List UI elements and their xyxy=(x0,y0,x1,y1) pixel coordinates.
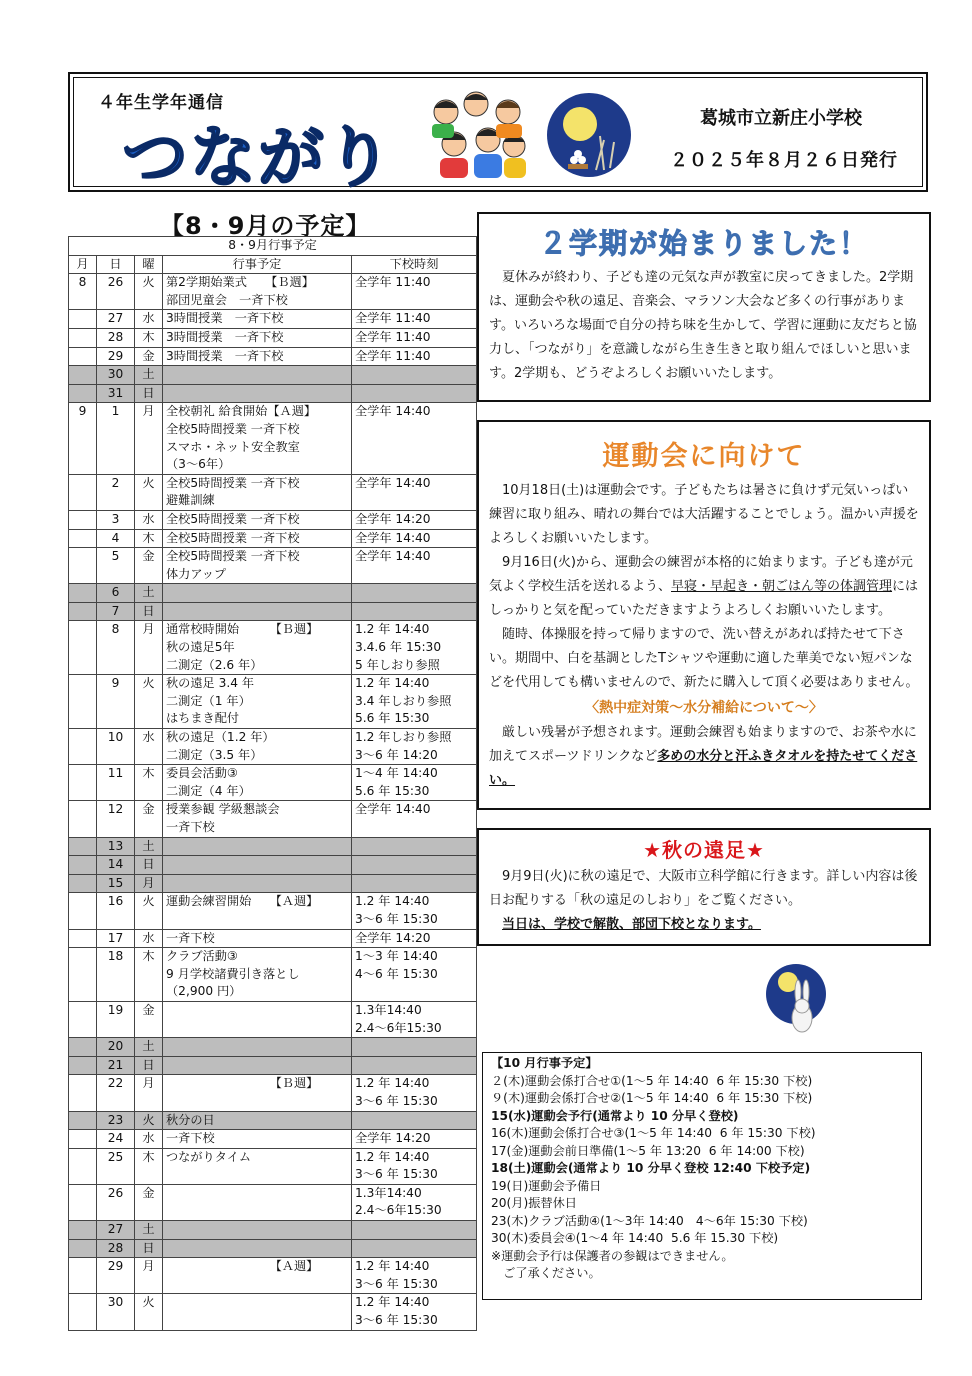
event-cell: 全校朝礼 給食開始【Ａ週】 全校5時間授業 一斉下校 スマホ・ネット安全教室 （3～6年） xyxy=(163,403,352,474)
dismissal-time-cell: 全学年 11:40 xyxy=(352,274,477,310)
dismissal-time-cell: 全学年 11:40 xyxy=(352,328,477,347)
weekday-cell: 火 xyxy=(135,1111,163,1130)
october-event-item: 23(木)クラブ活動④(1～3年 14:40 4～6年 15:30 下校) xyxy=(491,1213,808,1228)
day-cell: 2 xyxy=(97,474,135,510)
schedule-row xyxy=(69,874,477,893)
schedule-row xyxy=(69,1075,477,1111)
month-cell xyxy=(69,1038,97,1057)
month-cell xyxy=(69,621,97,675)
october-events-box xyxy=(482,1052,922,1300)
weekday-cell: 木 xyxy=(135,1148,163,1184)
october-event-item: ２(木)運動会係打合せ①(1～5 年 14:40 6 年 15:30 下校) xyxy=(491,1073,813,1088)
weekday-cell: 土 xyxy=(135,1221,163,1240)
schedule-column-header: 下校時刻 xyxy=(352,255,477,274)
dismissal-time-cell: 1.2 年 14:40 3.4.6 年 15:30 5 年しおり参照 xyxy=(352,621,477,675)
schedule-row xyxy=(69,1184,477,1220)
dismissal-time-cell: 全学年 14:40 xyxy=(352,529,477,548)
sports-day-p3: 随時、体操服を持って帰りますので、洗い替えがあれば持たせて下さい。期間中、白を基調としたTシャツや運動に適した華美でない短パンなどを代用しても構いませんので、新たに購入して頂く必要はありません。 xyxy=(489,627,919,690)
dismissal-time-cell: 1.2 年 14:40 3～6 年 15:30 xyxy=(352,1258,477,1294)
month-cell xyxy=(69,510,97,529)
october-event-item: 30(木)委員会④(1～4 年 14:40 5.6 年 15.30 下校) xyxy=(491,1231,779,1245)
event-cell: つながりタイム xyxy=(163,1148,352,1184)
weekday-cell: 水 xyxy=(135,729,163,765)
event-cell xyxy=(163,1294,352,1330)
school-name: 葛城市立新庄小学校 xyxy=(700,108,862,129)
october-event-item: 17(金)運動会前日準備(1～5 年 13:20 6 年 14:00 下校) xyxy=(491,1143,805,1158)
dismissal-time-cell: 1～3 年 14:40 4～6 年 15:30 xyxy=(352,948,477,1002)
event-cell xyxy=(163,856,352,875)
october-event-item: 18(土)運動会(通常より 10 分早く登校 12:40 下校予定) xyxy=(491,1161,811,1175)
day-cell: 30 xyxy=(97,366,135,385)
event-cell: 委員会活動③ 二測定（4 年） xyxy=(163,765,352,801)
dismissal-time-cell: 全学年 11:40 xyxy=(352,310,477,329)
october-event-item: ９(木)運動会係打合せ②(1～5 年 14:40 6 年 15:30 下校) xyxy=(491,1091,813,1105)
schedule-row xyxy=(69,510,477,529)
month-cell xyxy=(69,1294,97,1330)
month-cell xyxy=(69,1130,97,1149)
weekday-cell: 木 xyxy=(135,328,163,347)
sports-day-title: 運動会に向けて xyxy=(602,441,806,472)
event-cell: 第2学期始業式 【Ｂ週】 部団児童会 一斉下校 xyxy=(163,274,352,310)
dismissal-time-cell: 1.3年14:40 2.4～6年15:30 xyxy=(352,1184,477,1220)
day-cell: 19 xyxy=(97,1001,135,1037)
weekday-cell: 水 xyxy=(135,510,163,529)
day-cell: 8 xyxy=(97,621,135,675)
day-cell: 10 xyxy=(97,729,135,765)
weekday-cell: 月 xyxy=(135,874,163,893)
schedule-row xyxy=(69,347,477,366)
weekday-cell: 金 xyxy=(135,548,163,584)
day-cell: 22 xyxy=(97,1075,135,1111)
event-cell: 秋の遠足（1.2 年） 二測定（3.5 年） xyxy=(163,729,352,765)
newsletter-header xyxy=(68,72,928,196)
weekday-cell: 火 xyxy=(135,474,163,510)
october-event-item: 16(木)運動会係打合せ③(1～5 年 14:40 6 年 15:30 下校) xyxy=(491,1126,816,1140)
schedule-row xyxy=(69,1148,477,1184)
day-cell: 24 xyxy=(97,1130,135,1149)
day-cell: 26 xyxy=(97,274,135,310)
moon-rabbit-icon xyxy=(760,960,832,1040)
month-cell xyxy=(69,856,97,875)
dismissal-time-cell: 1.2 年 14:40 3～6 年 15:30 xyxy=(352,1148,477,1184)
dismissal-time-cell: 全学年 14:40 xyxy=(352,548,477,584)
event-cell: 全校5時間授業 一斉下校 避難訓練 xyxy=(163,474,352,510)
month-cell xyxy=(69,1184,97,1220)
event-cell xyxy=(163,584,352,603)
dismissal-time-cell xyxy=(352,1038,477,1057)
dismissal-time-cell xyxy=(352,602,477,621)
schedule-row xyxy=(69,403,477,474)
day-cell: 25 xyxy=(97,1148,135,1184)
newsletter-title: つながり xyxy=(122,119,394,196)
dismissal-time-cell: 全学年 14:40 xyxy=(352,474,477,510)
sports-day-p4: 厳しい残暑が予想されます。運動会練習も始まりますので、お茶や水に加えてスポーツドリンクなど多めの水分と汗ふきタオルを持たせてください。 xyxy=(489,725,918,788)
schedule-heading: 【8・9月の予定】 xyxy=(160,212,371,240)
day-cell: 31 xyxy=(97,384,135,403)
event-cell: 一斉下校 xyxy=(163,929,352,948)
schedule-column-header: 行事予定 xyxy=(163,255,352,274)
month-cell xyxy=(69,366,97,385)
weekday-cell: 日 xyxy=(135,1239,163,1258)
month-cell xyxy=(69,801,97,837)
dismissal-time-cell: 1.2 年 14:40 3.4 年しおり参照 5.6 年 15:30 xyxy=(352,675,477,729)
dismissal-time-cell xyxy=(352,384,477,403)
day-cell: 9 xyxy=(97,675,135,729)
schedule-row xyxy=(69,893,477,929)
event-cell: 秋分の日 xyxy=(163,1111,352,1130)
event-cell: 授業参観 学級懇談会 一斉下校 xyxy=(163,801,352,837)
weekday-cell: 日 xyxy=(135,856,163,875)
event-cell xyxy=(163,1184,352,1220)
weekday-cell: 土 xyxy=(135,1038,163,1057)
month-cell xyxy=(69,929,97,948)
day-cell: 15 xyxy=(97,874,135,893)
dismissal-time-cell xyxy=(352,1056,477,1075)
dismissal-time-cell: 全学年 11:40 xyxy=(352,347,477,366)
event-cell xyxy=(163,366,352,385)
schedule-row xyxy=(69,1258,477,1294)
weekday-cell: 水 xyxy=(135,929,163,948)
dismissal-time-cell xyxy=(352,874,477,893)
sports-day-p1: 10月18日(土)は運動会です。子どもたちは暑さに負けず元気いっぱい練習に取り組み、晴れの舞台では大活躍することでしょう。温かい声援をよろしくお願いいたします。 xyxy=(489,483,919,546)
weekday-cell: 木 xyxy=(135,765,163,801)
schedule-row xyxy=(69,529,477,548)
health-management-note: 早寝・早起き・朝ごはん等の体調管理 xyxy=(671,579,893,594)
day-cell: 18 xyxy=(97,948,135,1002)
event-cell: 秋の遠足 3.4 年 二測定（1 年） はちまき配付 xyxy=(163,675,352,729)
schedule-row xyxy=(69,856,477,875)
event-cell: 3時間授業 一斉下校 xyxy=(163,347,352,366)
day-cell: 6 xyxy=(97,584,135,603)
day-cell: 12 xyxy=(97,801,135,837)
weekday-cell: 金 xyxy=(135,347,163,366)
schedule-row xyxy=(69,310,477,329)
month-cell xyxy=(69,1258,97,1294)
excursion-p2: 当日は、学校で解散、部団下校となります。 xyxy=(502,917,761,932)
children-group-icon xyxy=(426,88,530,180)
dismissal-time-cell: 1～4 年 14:40 5.6 年 15:30 xyxy=(352,765,477,801)
month-cell xyxy=(69,1221,97,1240)
dismissal-time-cell: 全学年 14:20 xyxy=(352,510,477,529)
day-cell: 28 xyxy=(97,1239,135,1258)
schedule-row xyxy=(69,474,477,510)
weekday-cell: 火 xyxy=(135,893,163,929)
issue-date: ２０２５年８月２６日発行 xyxy=(670,150,898,171)
schedule-row xyxy=(69,384,477,403)
schedule-row xyxy=(69,1056,477,1075)
dismissal-time-cell: 1.2 年しおり参照 3～6 年 14:20 xyxy=(352,729,477,765)
month-cell xyxy=(69,602,97,621)
dismissal-time-cell: 1.2 年 14:40 3～6 年 15:30 xyxy=(352,1075,477,1111)
day-cell: 5 xyxy=(97,548,135,584)
schedule-row xyxy=(69,765,477,801)
month-cell xyxy=(69,1056,97,1075)
schedule-row xyxy=(69,602,477,621)
day-cell: 3 xyxy=(97,510,135,529)
event-cell: 全校5時間授業 一斉下校 xyxy=(163,529,352,548)
sports-day-box xyxy=(477,420,931,810)
dismissal-time-cell: 全学年 14:40 xyxy=(352,403,477,474)
weekday-cell: 月 xyxy=(135,1258,163,1294)
weekday-cell: 月 xyxy=(135,403,163,474)
day-cell: 29 xyxy=(97,347,135,366)
day-cell: 1 xyxy=(97,403,135,474)
weekday-cell: 水 xyxy=(135,1130,163,1149)
event-cell xyxy=(163,1038,352,1057)
weekday-cell: 日 xyxy=(135,384,163,403)
event-cell: 3時間授業 一斉下校 xyxy=(163,310,352,329)
event-cell: 【Ｂ週】 xyxy=(163,1075,352,1111)
day-cell: 13 xyxy=(97,837,135,856)
schedule-row xyxy=(69,1001,477,1037)
weekday-cell: 日 xyxy=(135,602,163,621)
schedule-row xyxy=(69,274,477,310)
weekday-cell: 火 xyxy=(135,274,163,310)
event-cell: 一斉下校 xyxy=(163,1130,352,1149)
event-cell: 全校5時間授業 一斉下校 xyxy=(163,510,352,529)
dismissal-time-cell: 1.2 年 14:40 3～6 年 15:30 xyxy=(352,1294,477,1330)
event-cell: 3時間授業 一斉下校 xyxy=(163,328,352,347)
day-cell: 20 xyxy=(97,1038,135,1057)
dismissal-time-cell xyxy=(352,366,477,385)
weekday-cell: 土 xyxy=(135,584,163,603)
schedule-row xyxy=(69,366,477,385)
day-cell: 28 xyxy=(97,328,135,347)
weekday-cell: 土 xyxy=(135,837,163,856)
weekday-cell: 月 xyxy=(135,621,163,675)
term2-box xyxy=(477,212,931,402)
month-cell xyxy=(69,874,97,893)
dismissal-time-cell xyxy=(352,1221,477,1240)
weekday-cell: 水 xyxy=(135,310,163,329)
month-cell xyxy=(69,474,97,510)
dismissal-time-cell: 全学年 14:20 xyxy=(352,1130,477,1149)
month-cell xyxy=(69,729,97,765)
dismissal-time-cell: 1.2 年 14:40 3～6 年 15:30 xyxy=(352,893,477,929)
event-cell xyxy=(163,837,352,856)
sports-day-p2: 9月16日(火)から、運動会の練習が本格的に始まります。子ども達が元気よく学校生活を送れるよう、早寝・早起き・朝ごはん等の体調管理にはしっかりと気を配っていただきますようよろしくお願いいたします。 xyxy=(489,555,919,618)
day-cell: 14 xyxy=(97,856,135,875)
day-cell: 30 xyxy=(97,1294,135,1330)
term2-body: 夏休みが終わり、子ども達の元気な声が教室に戻ってきました。2学期は、運動会や秋の遠足、音楽会、マラソン大会など多くの行事があります。いろいろな場面で自分の持ち味を生かして、学習に運動に友だちと協力し、「つながり」を意識しながら生き生きと取り組んでほしいと思います。2学期も、どうぞよろしくお願いいたします。 xyxy=(489,270,917,381)
schedule-row xyxy=(69,675,477,729)
event-cell: 【Ａ週】 xyxy=(163,1258,352,1294)
schedule-row xyxy=(69,328,477,347)
weekday-cell: 金 xyxy=(135,1184,163,1220)
october-heading: 【10 月行事予定】 xyxy=(491,1056,598,1070)
month-cell xyxy=(69,310,97,329)
water-towel-note: 多めの水分と汗ふきタオルを持たせてください。 xyxy=(489,749,918,788)
schedule-row xyxy=(69,1221,477,1240)
event-cell: クラブ活動③ 9 月学校諸費引き落とし （2,900 円） xyxy=(163,948,352,1002)
october-event-item: 20(月)振替休日 xyxy=(491,1196,577,1210)
month-cell xyxy=(69,1001,97,1037)
schedule-row xyxy=(69,1111,477,1130)
month-cell xyxy=(69,948,97,1002)
weekday-cell: 火 xyxy=(135,1294,163,1330)
october-event-item: 15(水)運動会予行(通常より 10 分早く登校) xyxy=(491,1108,739,1123)
month-cell xyxy=(69,548,97,584)
month-cell xyxy=(69,1148,97,1184)
event-cell: 全校5時間授業 一斉下校 体力アップ xyxy=(163,548,352,584)
schedule-row xyxy=(69,1038,477,1057)
event-cell: 運動会練習開始 【Ａ週】 xyxy=(163,893,352,929)
term2-title: ２学期が始まりました！ xyxy=(538,227,869,260)
schedule-row xyxy=(69,621,477,675)
dismissal-time-cell: 全学年 14:40 xyxy=(352,801,477,837)
weekday-cell: 金 xyxy=(135,801,163,837)
month-cell xyxy=(69,384,97,403)
dismissal-time-cell xyxy=(352,584,477,603)
day-cell: 27 xyxy=(97,1221,135,1240)
dismissal-time-cell: 全学年 14:20 xyxy=(352,929,477,948)
schedule-row xyxy=(69,801,477,837)
schedule-row xyxy=(69,1130,477,1149)
schedule-column-header: 曜 xyxy=(135,255,163,274)
weekday-cell: 日 xyxy=(135,1056,163,1075)
event-cell xyxy=(163,874,352,893)
day-cell: 27 xyxy=(97,310,135,329)
schedule-row xyxy=(69,548,477,584)
month-cell xyxy=(69,347,97,366)
schedule-table xyxy=(68,236,477,1331)
october-event-item: ※運動会予行は保護者の参観はできません。 xyxy=(491,1248,734,1263)
october-event-item: 19(日)運動会予備日 xyxy=(491,1178,602,1193)
day-cell: 7 xyxy=(97,602,135,621)
day-cell: 4 xyxy=(97,529,135,548)
dismissal-time-cell xyxy=(352,1111,477,1130)
event-cell xyxy=(163,1239,352,1258)
month-cell xyxy=(69,1075,97,1111)
month-cell xyxy=(69,529,97,548)
day-cell: 17 xyxy=(97,929,135,948)
weekday-cell: 月 xyxy=(135,1075,163,1111)
weekday-cell: 木 xyxy=(135,529,163,548)
weekday-cell: 金 xyxy=(135,1001,163,1037)
month-cell xyxy=(69,893,97,929)
month-cell xyxy=(69,584,97,603)
dismissal-time-cell xyxy=(352,856,477,875)
event-cell xyxy=(163,384,352,403)
dismissal-time-cell xyxy=(352,1239,477,1258)
newsletter-subtitle: ４年生学年通信 xyxy=(98,93,224,113)
schedule-column-header: 月 xyxy=(69,255,97,274)
day-cell: 26 xyxy=(97,1184,135,1220)
day-cell: 11 xyxy=(97,765,135,801)
dismissal-time-cell xyxy=(352,837,477,856)
event-cell: 通常校時開始 【Ｂ週】 秋の遠足5年 二測定（2.6 年） xyxy=(163,621,352,675)
schedule-table-title: 8・9月行事予定 xyxy=(69,237,477,256)
month-cell xyxy=(69,675,97,729)
event-cell xyxy=(163,1001,352,1037)
day-cell: 23 xyxy=(97,1111,135,1130)
excursion-title: ★秋の遠足★ xyxy=(643,838,765,862)
month-cell xyxy=(69,1111,97,1130)
month-cell: 9 xyxy=(69,403,97,474)
october-event-item: ご了承ください。 xyxy=(491,1266,601,1280)
moon-viewing-icon xyxy=(544,90,634,180)
schedule-row xyxy=(69,584,477,603)
schedule-row xyxy=(69,1294,477,1330)
month-cell: 8 xyxy=(69,274,97,310)
month-cell xyxy=(69,1239,97,1258)
schedule-row xyxy=(69,948,477,1002)
dismissal-time-cell: 1.3年14:40 2.4～6年15:30 xyxy=(352,1001,477,1037)
day-cell: 21 xyxy=(97,1056,135,1075)
month-cell xyxy=(69,837,97,856)
weekday-cell: 木 xyxy=(135,948,163,1002)
day-cell: 29 xyxy=(97,1258,135,1294)
schedule-row xyxy=(69,1239,477,1258)
month-cell xyxy=(69,765,97,801)
day-cell: 16 xyxy=(97,893,135,929)
weekday-cell: 火 xyxy=(135,675,163,729)
schedule-row xyxy=(69,837,477,856)
event-cell xyxy=(163,602,352,621)
event-cell xyxy=(163,1221,352,1240)
event-cell xyxy=(163,1056,352,1075)
schedule-row xyxy=(69,729,477,765)
excursion-p1: 9月9日(火)に秋の遠足で、大阪市立科学館に行きます。詳しい内容は後日お配りする「秋の遠足のしおり」をご覧ください。 xyxy=(489,869,918,908)
schedule-row xyxy=(69,929,477,948)
weekday-cell: 土 xyxy=(135,366,163,385)
schedule-column-header: 日 xyxy=(97,255,135,274)
heatstroke-heading: 〈熱中症対策～水分補給について～〉 xyxy=(585,700,823,716)
excursion-box xyxy=(477,828,931,946)
month-cell xyxy=(69,328,97,347)
